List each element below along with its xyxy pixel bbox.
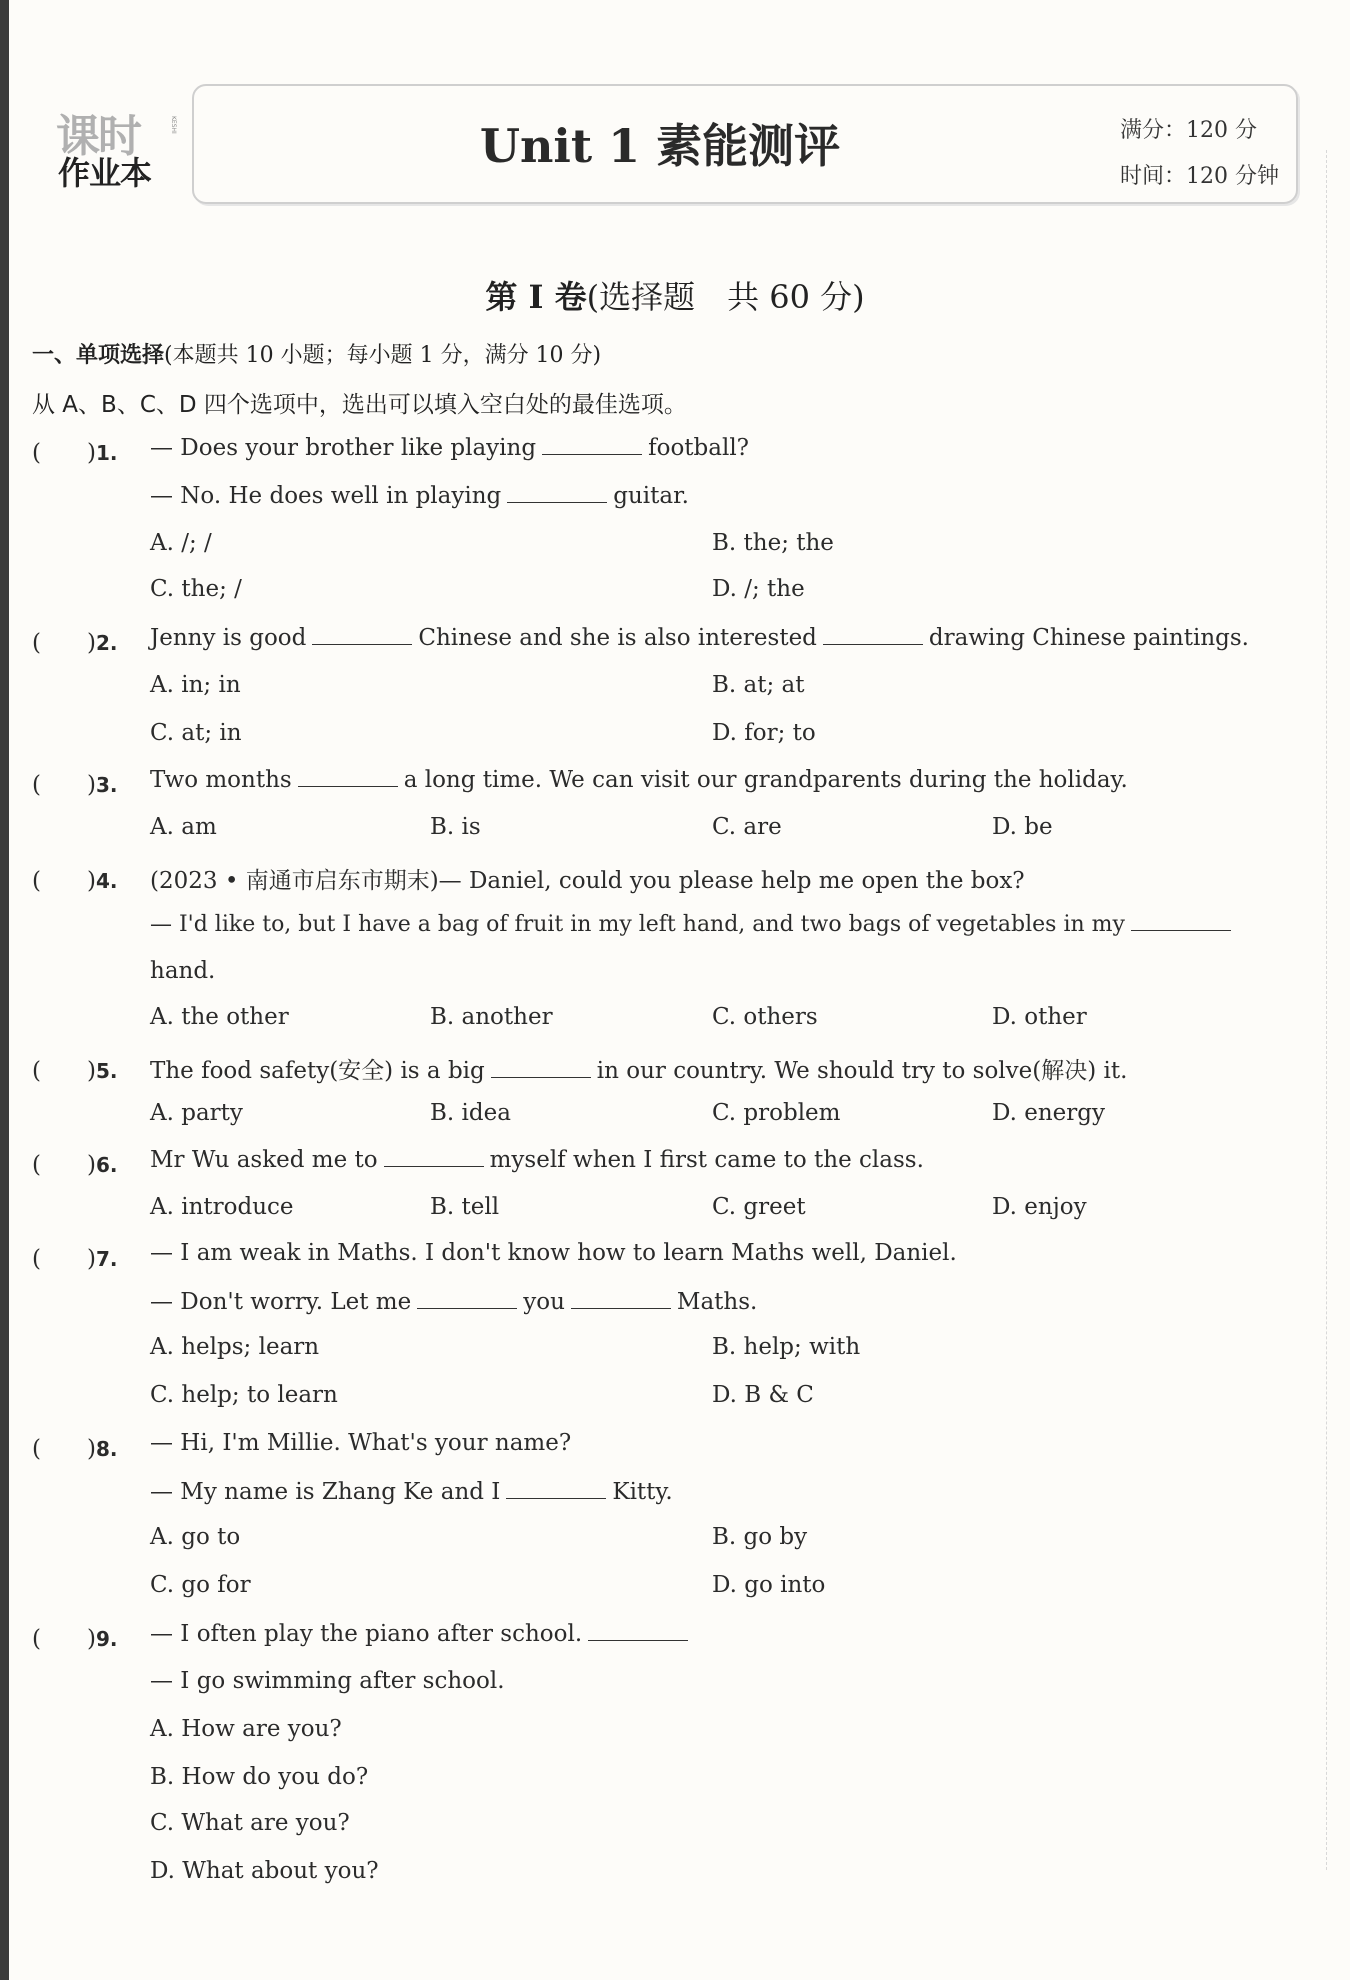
- option-c[interactable]: C. at; in: [150, 720, 242, 746]
- option-c[interactable]: C. others: [712, 1004, 818, 1030]
- option-b[interactable]: B. another: [430, 1004, 553, 1030]
- blank[interactable]: [491, 1057, 591, 1078]
- stem-text: Kitty.: [612, 1479, 673, 1505]
- stem-text: football?: [648, 435, 750, 461]
- answer-slot-7[interactable]: ( )7.: [32, 1246, 118, 1272]
- question-9-stem: [150, 1620, 694, 1647]
- option-c[interactable]: C. the; /: [150, 576, 242, 602]
- question-8-reply: [150, 1478, 673, 1505]
- blank[interactable]: [507, 482, 607, 503]
- stem-text: — Does your brother like playing: [150, 435, 537, 461]
- option-b[interactable]: B. go by: [712, 1524, 808, 1550]
- option-b[interactable]: B. the; the: [712, 530, 834, 556]
- question-number: 5.: [95, 1059, 118, 1083]
- stem-text: — I often play the piano after school.: [150, 1621, 583, 1647]
- blank[interactable]: [312, 624, 412, 645]
- blank[interactable]: [298, 766, 398, 787]
- answer-slot-5[interactable]: ( )5.: [32, 1058, 118, 1084]
- option-d[interactable]: D. for; to: [712, 720, 816, 746]
- answer-slot-8[interactable]: ( )8.: [32, 1436, 118, 1462]
- option-b[interactable]: B. tell: [430, 1194, 500, 1220]
- question-number: 1.: [95, 441, 118, 465]
- stem-text: — I'd like to, but I have a bag of fruit in my left hand, and two bags of vegetables in my: [150, 912, 1125, 937]
- question-3-stem: [150, 766, 1128, 793]
- stem-text: myself when I first came to the class.: [489, 1147, 924, 1173]
- answer-slot-1[interactable]: ( )1.: [32, 440, 118, 466]
- logo-tiny-text: KESHI: [170, 116, 177, 134]
- stem-text: Jenny is good: [150, 625, 307, 651]
- question-number: 7.: [95, 1247, 118, 1271]
- logo-main-text: 课时: [56, 111, 140, 162]
- stem-text: The food safety(安全) is a big: [150, 1058, 485, 1084]
- option-a[interactable]: A. am: [150, 814, 217, 840]
- stem-text: — My name is Zhang Ke and I: [150, 1479, 501, 1505]
- blank[interactable]: [384, 1146, 484, 1167]
- option-d[interactable]: D. other: [992, 1004, 1087, 1030]
- option-d[interactable]: D. energy: [992, 1100, 1105, 1126]
- option-d[interactable]: D. be: [992, 814, 1053, 840]
- page-title: Unit 1 素能测评: [479, 119, 841, 173]
- part-heading-rest: (本题共 10 小题；每小题 1 分，满分 10 分): [164, 343, 602, 368]
- section-title: [0, 272, 1350, 318]
- question-2-stem: [150, 624, 1249, 651]
- question-number: 9.: [95, 1627, 118, 1651]
- stem-text: drawing Chinese paintings.: [928, 625, 1249, 651]
- blank[interactable]: [417, 1288, 517, 1309]
- option-c[interactable]: C. are: [712, 814, 782, 840]
- stem-text: Maths.: [676, 1289, 758, 1315]
- option-d[interactable]: D. What about you?: [150, 1858, 379, 1884]
- blank[interactable]: [1131, 910, 1231, 931]
- part-heading: [32, 338, 601, 369]
- section-title-rest: (选择题 共 60 分): [586, 278, 865, 316]
- stem-text: you: [523, 1289, 565, 1315]
- stem-text: — No. He does well in playing: [150, 483, 502, 509]
- option-d[interactable]: D. /; the: [712, 576, 805, 602]
- question-6-stem: [150, 1146, 924, 1173]
- stem-text: guitar.: [613, 483, 689, 509]
- question-4-stem: (2023 • 南通市启东市期末)— Daniel, could you please help me open the box?: [150, 868, 1025, 894]
- question-number: 3.: [95, 773, 118, 797]
- option-a[interactable]: A. helps; learn: [150, 1334, 320, 1360]
- blank[interactable]: [542, 434, 642, 455]
- answer-slot-4[interactable]: ( )4.: [32, 868, 118, 894]
- logo-sub-text: 作业本: [58, 154, 152, 192]
- option-b[interactable]: B. is: [430, 814, 481, 840]
- part-heading-bold: 一、单项选择: [32, 343, 165, 368]
- answer-slot-6[interactable]: ( )6.: [32, 1152, 118, 1178]
- question-7-stem: — I am weak in Maths. I don't know how to learn Maths well, Daniel.: [150, 1240, 957, 1266]
- question-4-reply: [150, 910, 1237, 937]
- answer-slot-3[interactable]: ( )3.: [32, 772, 118, 798]
- option-a[interactable]: A. the other: [150, 1004, 289, 1030]
- option-b[interactable]: B. at; at: [712, 672, 805, 698]
- stem-text: in our country. We should try to solve(解决) it.: [596, 1058, 1128, 1084]
- stem-text: Chinese and she is also interested: [418, 625, 817, 651]
- question-7-reply: [150, 1288, 757, 1315]
- question-number: 8.: [95, 1437, 118, 1461]
- answer-slot-2[interactable]: ( )2.: [32, 630, 118, 656]
- question-number: 4.: [95, 869, 118, 893]
- option-d[interactable]: D. enjoy: [992, 1194, 1087, 1220]
- option-c[interactable]: C. What are you?: [150, 1810, 350, 1836]
- option-b[interactable]: B. idea: [430, 1100, 511, 1126]
- time-limit: 时间：120 分钟: [1120, 164, 1279, 189]
- option-c[interactable]: C. problem: [712, 1100, 841, 1126]
- part-instruction: 从 A、B、C、D 四个选项中，选出可以填入空白处的最佳选项。: [32, 392, 687, 418]
- option-a[interactable]: A. in; in: [150, 672, 241, 698]
- question-1-reply: [150, 482, 689, 509]
- full-score: 满分：120 分: [1120, 118, 1257, 143]
- option-b[interactable]: B. help; with: [712, 1334, 861, 1360]
- option-a[interactable]: A. go to: [150, 1524, 241, 1550]
- option-d[interactable]: D. B & C: [712, 1382, 814, 1408]
- answer-slot-9[interactable]: ( )9.: [32, 1626, 118, 1652]
- option-a[interactable]: A. How are you?: [150, 1716, 342, 1742]
- question-number: 2.: [95, 631, 118, 655]
- option-a[interactable]: A. /; /: [150, 530, 212, 556]
- question-9-reply: — I go swimming after school.: [150, 1668, 505, 1694]
- stem-text: Two months: [150, 767, 292, 793]
- question-5-stem: [150, 1052, 1127, 1085]
- right-margin-line: [1326, 150, 1327, 1870]
- question-number: 6.: [95, 1153, 118, 1177]
- option-c[interactable]: C. greet: [712, 1194, 806, 1220]
- question-8-stem: — Hi, I'm Millie. What's your name?: [150, 1430, 572, 1456]
- stem-text: Mr Wu asked me to: [150, 1147, 378, 1173]
- stem-text: — Don't worry. Let me: [150, 1289, 412, 1315]
- section-title-bold: 第 I 卷: [485, 278, 587, 316]
- stem-text: a long time. We can visit our grandparents during the holiday.: [403, 767, 1128, 793]
- question-4-reply-end: hand.: [150, 958, 216, 984]
- question-1-stem: [150, 434, 749, 461]
- option-a[interactable]: A. introduce: [150, 1194, 294, 1220]
- blank[interactable]: [823, 624, 923, 645]
- option-b[interactable]: B. How do you do?: [150, 1764, 369, 1790]
- score-info: [1120, 108, 1279, 200]
- option-c[interactable]: C. help; to learn: [150, 1382, 338, 1408]
- option-d[interactable]: D. go into: [712, 1572, 826, 1598]
- option-c[interactable]: C. go for: [150, 1572, 251, 1598]
- blank[interactable]: [588, 1620, 688, 1641]
- blank[interactable]: [506, 1478, 606, 1499]
- blank[interactable]: [571, 1288, 671, 1309]
- option-a[interactable]: A. party: [150, 1100, 243, 1126]
- brand-logo: [56, 104, 176, 194]
